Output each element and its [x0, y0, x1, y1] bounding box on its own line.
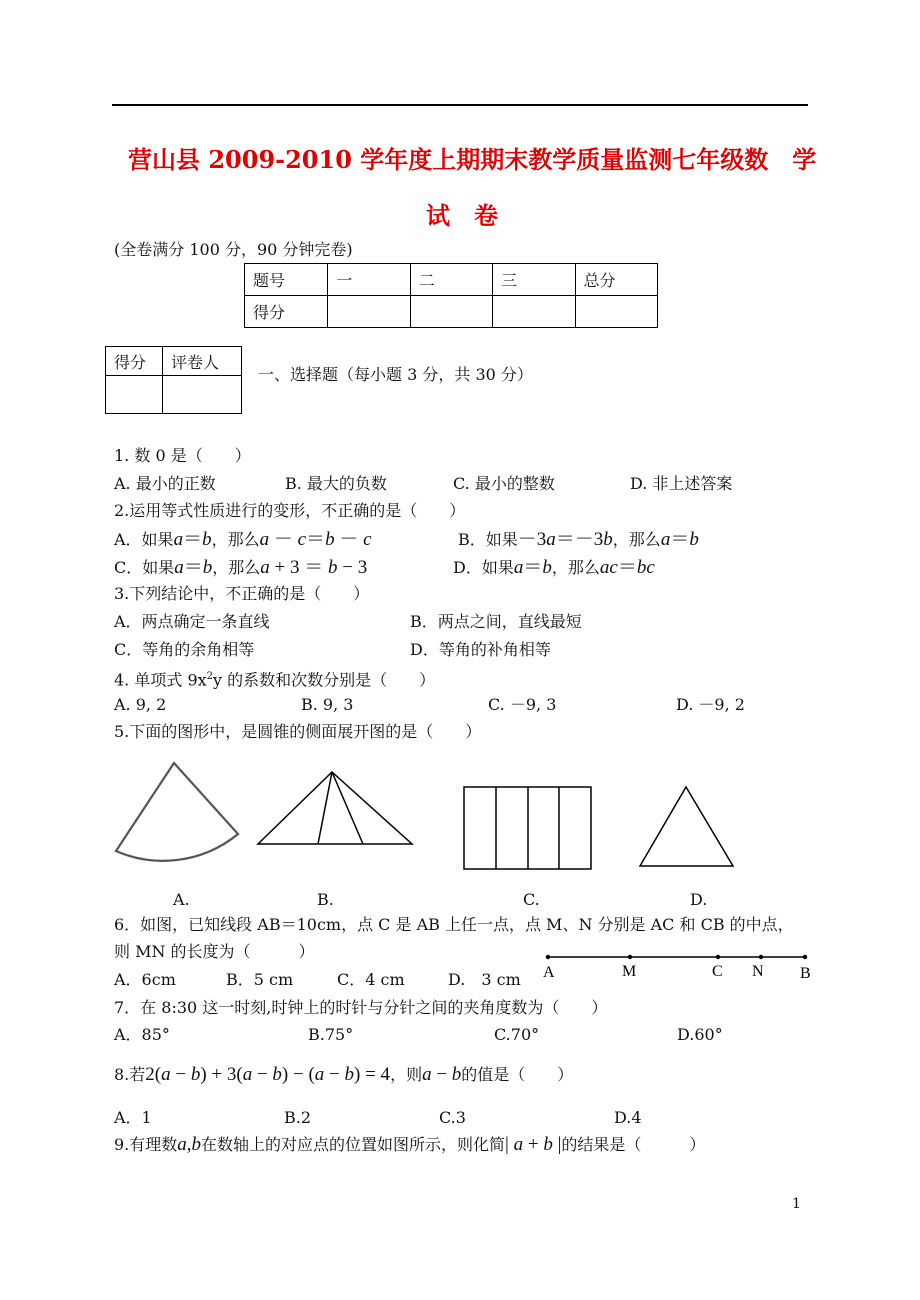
q5-label-d: D.: [690, 890, 708, 909]
q3-option-d: D．等角的补角相等: [410, 640, 551, 659]
q2-option-a: A．如果a＝b，那么a － c＝b － c: [114, 529, 372, 550]
q4-stem-pre: 4. 单项式 9x: [114, 670, 207, 690]
q5-figure-b-pyramid: [258, 772, 412, 844]
q2-option-b: B．如果－3a＝－3b，那么a＝b: [458, 529, 699, 550]
q2-option-c-rest: ，那么: [212, 558, 261, 577]
q4-option-a: A. 9, 2: [114, 695, 167, 714]
q5-stem: 5.下面的图形中，是圆锥的侧面展开图的是（ ）: [114, 722, 482, 741]
q3-option-a: A．两点确定一条直线: [114, 612, 270, 631]
q6-point-c-label: C: [712, 963, 723, 980]
q3-option-b: B．两点之间，直线最短: [410, 612, 582, 631]
score-row-label: 得分: [245, 296, 328, 328]
section1-title: 一、选择题（每小题 3 分，共 30 分）: [258, 365, 533, 384]
page-number: 1: [792, 1196, 801, 1212]
q4-stem-post: y 的系数和次数分别是（ ）: [213, 670, 436, 690]
q8-stem-pre: 8.若: [114, 1065, 146, 1084]
q2-option-c-text: C．如果: [114, 558, 175, 577]
q8-stem: 8.若2(a − b) + 3(a − b) − (a − b) = 4，则a − b的值是（ ）: [114, 1064, 574, 1085]
q2-option-d-text: D．如果: [453, 558, 514, 577]
q6-option-d: D. 3 cm: [448, 970, 521, 989]
q5-figure-d-triangle: [640, 787, 733, 866]
q6-stem-line1: 6．如图，已知线段 AB＝10cm，点 C 是 AB 上任一点，点 M、N 分别是 AC 和 CB 的中点，: [114, 915, 794, 934]
q9-stem-mid: 在数轴上的对应点的位置如图所示，则化简: [201, 1135, 506, 1154]
q2-option-a-rest: ，那么: [211, 530, 260, 549]
q7-option-c: C.70°: [494, 1025, 540, 1044]
q6-point-c-dot: [716, 955, 720, 959]
q6-point-b-label: B: [800, 965, 811, 982]
score-header-cell: 总分: [575, 264, 657, 296]
exam-title-line1: 营山县 2009-2010 学年度上期期末教学质量监测七年级数 学: [128, 145, 817, 174]
q7-option-a: A．85°: [114, 1025, 170, 1044]
grader-box-score-label: 得分: [106, 347, 163, 376]
exam-title-line2: 试 卷: [426, 201, 498, 230]
q8-option-a: A．1: [114, 1108, 152, 1127]
q1-stem: 1. 数 0 是（ ）: [114, 446, 251, 465]
q8-stem-post: 的值是（ ）: [461, 1065, 574, 1084]
q1-option-a: A. 最小的正数: [114, 474, 216, 493]
q2-option-a-text: A．如果: [114, 530, 174, 549]
exam-note: (全卷满分 100 分，90 分钟完卷): [114, 240, 353, 259]
q4-option-b: B. 9, 3: [301, 695, 354, 714]
q5-figure-a-sector: [116, 763, 238, 861]
q2-option-b-text: B．如果: [458, 530, 518, 549]
q2-option-d-rest: ，那么: [551, 558, 600, 577]
q4-stem-exponent: 2: [206, 671, 214, 682]
q4-option-c: C. －9, 3: [488, 695, 557, 714]
q6-point-m-dot: [628, 955, 632, 959]
q3-stem: 3.下列结论中，不正确的是（ ）: [114, 584, 370, 603]
score-header-cell: 题号: [245, 264, 328, 296]
q6-point-a-label: A: [543, 964, 555, 981]
q6-option-c: C．4 cm: [337, 970, 405, 989]
q8-stem-mid: ，则: [390, 1065, 423, 1084]
q2-option-b-rest: ，那么: [612, 530, 661, 549]
q6-point-n-dot: [759, 955, 763, 959]
q3-option-c: C．等角的余角相等: [114, 640, 255, 659]
q7-stem: 7．在 8:30 这一时刻,时钟上的时针与分针之间的夹角度数为（ ）: [114, 998, 608, 1017]
q9-stem: 9.有理数a,b在数轴上的对应点的位置如图所示，则化简| a + b |的结果是（ ）: [114, 1134, 706, 1155]
q8-option-c: C.3: [439, 1108, 466, 1127]
q7-option-b: B.75°: [308, 1025, 354, 1044]
q6-stem-line2: 则 MN 的长度为（ ）: [114, 942, 315, 961]
q6-point-m-label: M: [622, 963, 637, 980]
q4-option-d: D. －9, 2: [676, 695, 745, 714]
q5-label-b: B.: [317, 890, 334, 909]
q2-stem: 2.运用等式性质进行的变形，不正确的是（ ）: [114, 501, 466, 520]
q6-option-a: A．6cm: [114, 970, 176, 989]
q5-figure-c-rectangles: [464, 787, 591, 869]
score-header-cell: 一: [328, 264, 410, 296]
q6-option-b: B．5 cm: [226, 970, 294, 989]
q1-option-d: D. 非上述答案: [630, 474, 733, 493]
q8-option-d: D.4: [614, 1108, 642, 1127]
q5-label-c: C.: [523, 890, 540, 909]
q5-label-a: A.: [173, 890, 190, 909]
q6-point-a-dot: [546, 955, 550, 959]
q7-option-d: D.60°: [677, 1025, 723, 1044]
q1-option-b: B. 最大的负数: [285, 474, 387, 493]
q6-segment-figure: [540, 948, 820, 984]
q2-option-d: D．如果a＝b，那么ac＝bc: [453, 557, 655, 578]
score-header-cell: 三: [493, 264, 575, 296]
q9-stem-pre: 9.有理数: [114, 1135, 178, 1154]
grader-box-grader-label: 评卷人: [163, 347, 242, 376]
q1-option-c: C. 最小的整数: [453, 474, 555, 493]
score-header-cell: 二: [410, 264, 492, 296]
q9-stem-post: 的结果是（ ）: [561, 1135, 706, 1154]
q6-point-n-label: N: [752, 963, 764, 980]
q2-option-c: C．如果a＝b，那么a + 3 ＝ b − 3: [114, 557, 368, 578]
q8-option-b: B.2: [284, 1108, 312, 1127]
q6-point-b-dot: [803, 955, 807, 959]
